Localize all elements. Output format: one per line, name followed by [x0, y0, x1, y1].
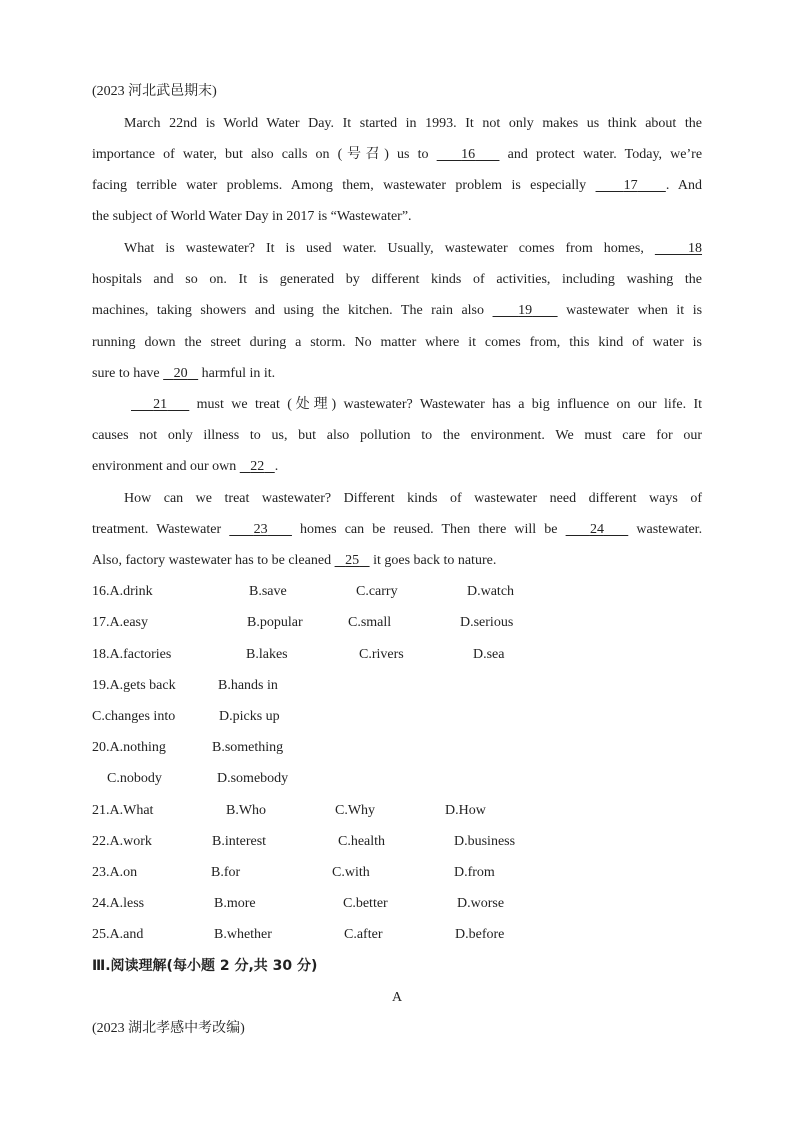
text: sure to have — [92, 366, 160, 381]
text: must we treat (处理) wastewater? Wastewater has a big influence on our life. It — [196, 397, 703, 412]
option-20-a[interactable]: 20.A.nothing — [92, 740, 166, 755]
option-19-a[interactable]: 19.A.gets back — [92, 678, 176, 693]
option-25-d[interactable]: D.before — [455, 927, 505, 942]
p2-line1 — [124, 240, 702, 258]
option-17-b[interactable]: B.popular — [247, 615, 303, 630]
option-23-c[interactable]: C.with — [332, 865, 370, 880]
blank-24[interactable]: 24 — [589, 522, 604, 537]
p3-line2: causes not only illness to us, but also pollution to the environment. We must care for our — [92, 428, 702, 443]
option-16-d[interactable]: D.watch — [467, 584, 515, 599]
option-23-b[interactable]: B.for — [211, 865, 241, 880]
p4-line1: How can we treat wastewater? Different kinds of wastewater need different ways of — [124, 491, 702, 506]
option-25-b[interactable]: B.whether — [214, 927, 272, 942]
text: wastewater when it is — [566, 303, 703, 318]
blank-22[interactable]: 22 — [250, 459, 265, 474]
p1-line4: the subject of World Water Day in 2017 is “Wastewater”. — [92, 209, 412, 224]
text: importance of water, but also calls on (号召) us to — [92, 147, 429, 162]
p3-line3 — [92, 458, 702, 476]
p2-line2: hospitals and so on. It is generated by different kinds of activities, including washing the — [92, 272, 702, 287]
option-16-b[interactable]: B.save — [249, 584, 287, 599]
option-23-a[interactable]: 23.A.on — [92, 865, 138, 880]
blank-16[interactable]: 16 — [461, 147, 476, 162]
source-label-2: (2023 湖北孝感中考改编) — [92, 1021, 245, 1036]
option-17-a[interactable]: 17.A.easy — [92, 615, 148, 630]
p2-line5 — [92, 365, 702, 383]
blank-25[interactable]: 25 — [345, 553, 360, 568]
blank-18[interactable]: 18 — [688, 241, 703, 256]
option-22-a[interactable]: 22.A.work — [92, 834, 152, 849]
option-16-a[interactable]: 16.A.drink — [92, 584, 153, 599]
p1-line1: March 22nd is World Water Day. It started in 1993. It not only makes us think about the — [124, 116, 702, 131]
option-24-d[interactable]: D.worse — [457, 896, 505, 911]
option-22-c[interactable]: C.health — [338, 834, 386, 849]
option-22-d[interactable]: D.business — [454, 834, 516, 849]
blank-23[interactable]: 23 — [253, 522, 268, 537]
option-17-c[interactable]: C.small — [348, 615, 392, 630]
p3-line1 — [131, 396, 702, 414]
text: . — [274, 459, 279, 474]
text: homes can be reused. Then there will be — [300, 522, 558, 537]
option-25-a[interactable]: 25.A.and — [92, 927, 144, 942]
text: What is wastewater? It is used water. Usually, wastewater comes from homes, — [124, 241, 644, 256]
section-heading — [92, 957, 702, 975]
text: Also, factory wastewater has to be cleaned — [92, 553, 332, 568]
option-18-c[interactable]: C.rivers — [359, 647, 404, 662]
option-20-b[interactable]: B.something — [212, 740, 284, 755]
option-25-c[interactable]: C.after — [344, 927, 383, 942]
option-23-d[interactable]: D.from — [454, 865, 495, 880]
option-21-b[interactable]: B.Who — [226, 803, 267, 818]
option-19-b[interactable]: B.hands in — [218, 678, 278, 693]
section-title: .阅读理解(每小题 2 分,共 30 分) — [105, 958, 318, 974]
blank-17[interactable]: 17 — [623, 178, 638, 193]
text: and protect water. Today, we’re — [507, 147, 703, 162]
text: harmful in it. — [201, 366, 276, 381]
text: . And — [665, 178, 703, 193]
option-24-c[interactable]: C.better — [343, 896, 388, 911]
option-22-b[interactable]: B.interest — [212, 834, 267, 849]
option-18-d[interactable]: D.sea — [473, 647, 505, 662]
option-24-a[interactable]: 24.A.less — [92, 896, 145, 911]
text: machines, taking showers and using the kitchen. The rain also — [92, 303, 485, 318]
blank-19[interactable]: 19 — [518, 303, 533, 318]
source-label: (2023 河北武邑期末) — [92, 84, 217, 99]
option-21-a[interactable]: 21.A.What — [92, 803, 154, 818]
option-19-c[interactable]: C.changes into — [92, 709, 176, 724]
option-20-d[interactable]: D.somebody — [217, 771, 289, 786]
option-16-c[interactable]: C.carry — [356, 584, 398, 599]
text: facing terrible water problems. Among them, wastewater problem is especially — [92, 178, 587, 193]
text: environment and our own — [92, 459, 237, 474]
text: treatment. Wastewater — [92, 522, 222, 537]
p2-line3 — [92, 302, 702, 320]
text: wastewater. — [636, 522, 703, 537]
option-18-b[interactable]: B.lakes — [246, 647, 288, 662]
p1-line2 — [92, 146, 702, 164]
option-18-a[interactable]: 18.A.factories — [92, 647, 172, 662]
section-numeral: Ⅲ — [92, 958, 106, 974]
part-label: A — [391, 990, 403, 1005]
p2-line4: running down the street during a storm. No matter where it comes from, this kind of water is — [92, 335, 702, 350]
blank-20[interactable]: 20 — [173, 366, 188, 381]
option-24-b[interactable]: B.more — [214, 896, 256, 911]
option-19-d[interactable]: D.picks up — [219, 709, 280, 724]
option-17-d[interactable]: D.serious — [460, 615, 514, 630]
p4-line2 — [92, 521, 702, 539]
blank-21[interactable]: 21 — [153, 397, 168, 412]
p4-line3 — [92, 552, 702, 570]
option-20-c[interactable]: C.nobody — [107, 771, 162, 786]
option-21-c[interactable]: C.Why — [335, 803, 376, 818]
text: it goes back to nature. — [373, 553, 497, 568]
p1-line3 — [92, 177, 702, 195]
option-21-d[interactable]: D.How — [445, 803, 486, 818]
